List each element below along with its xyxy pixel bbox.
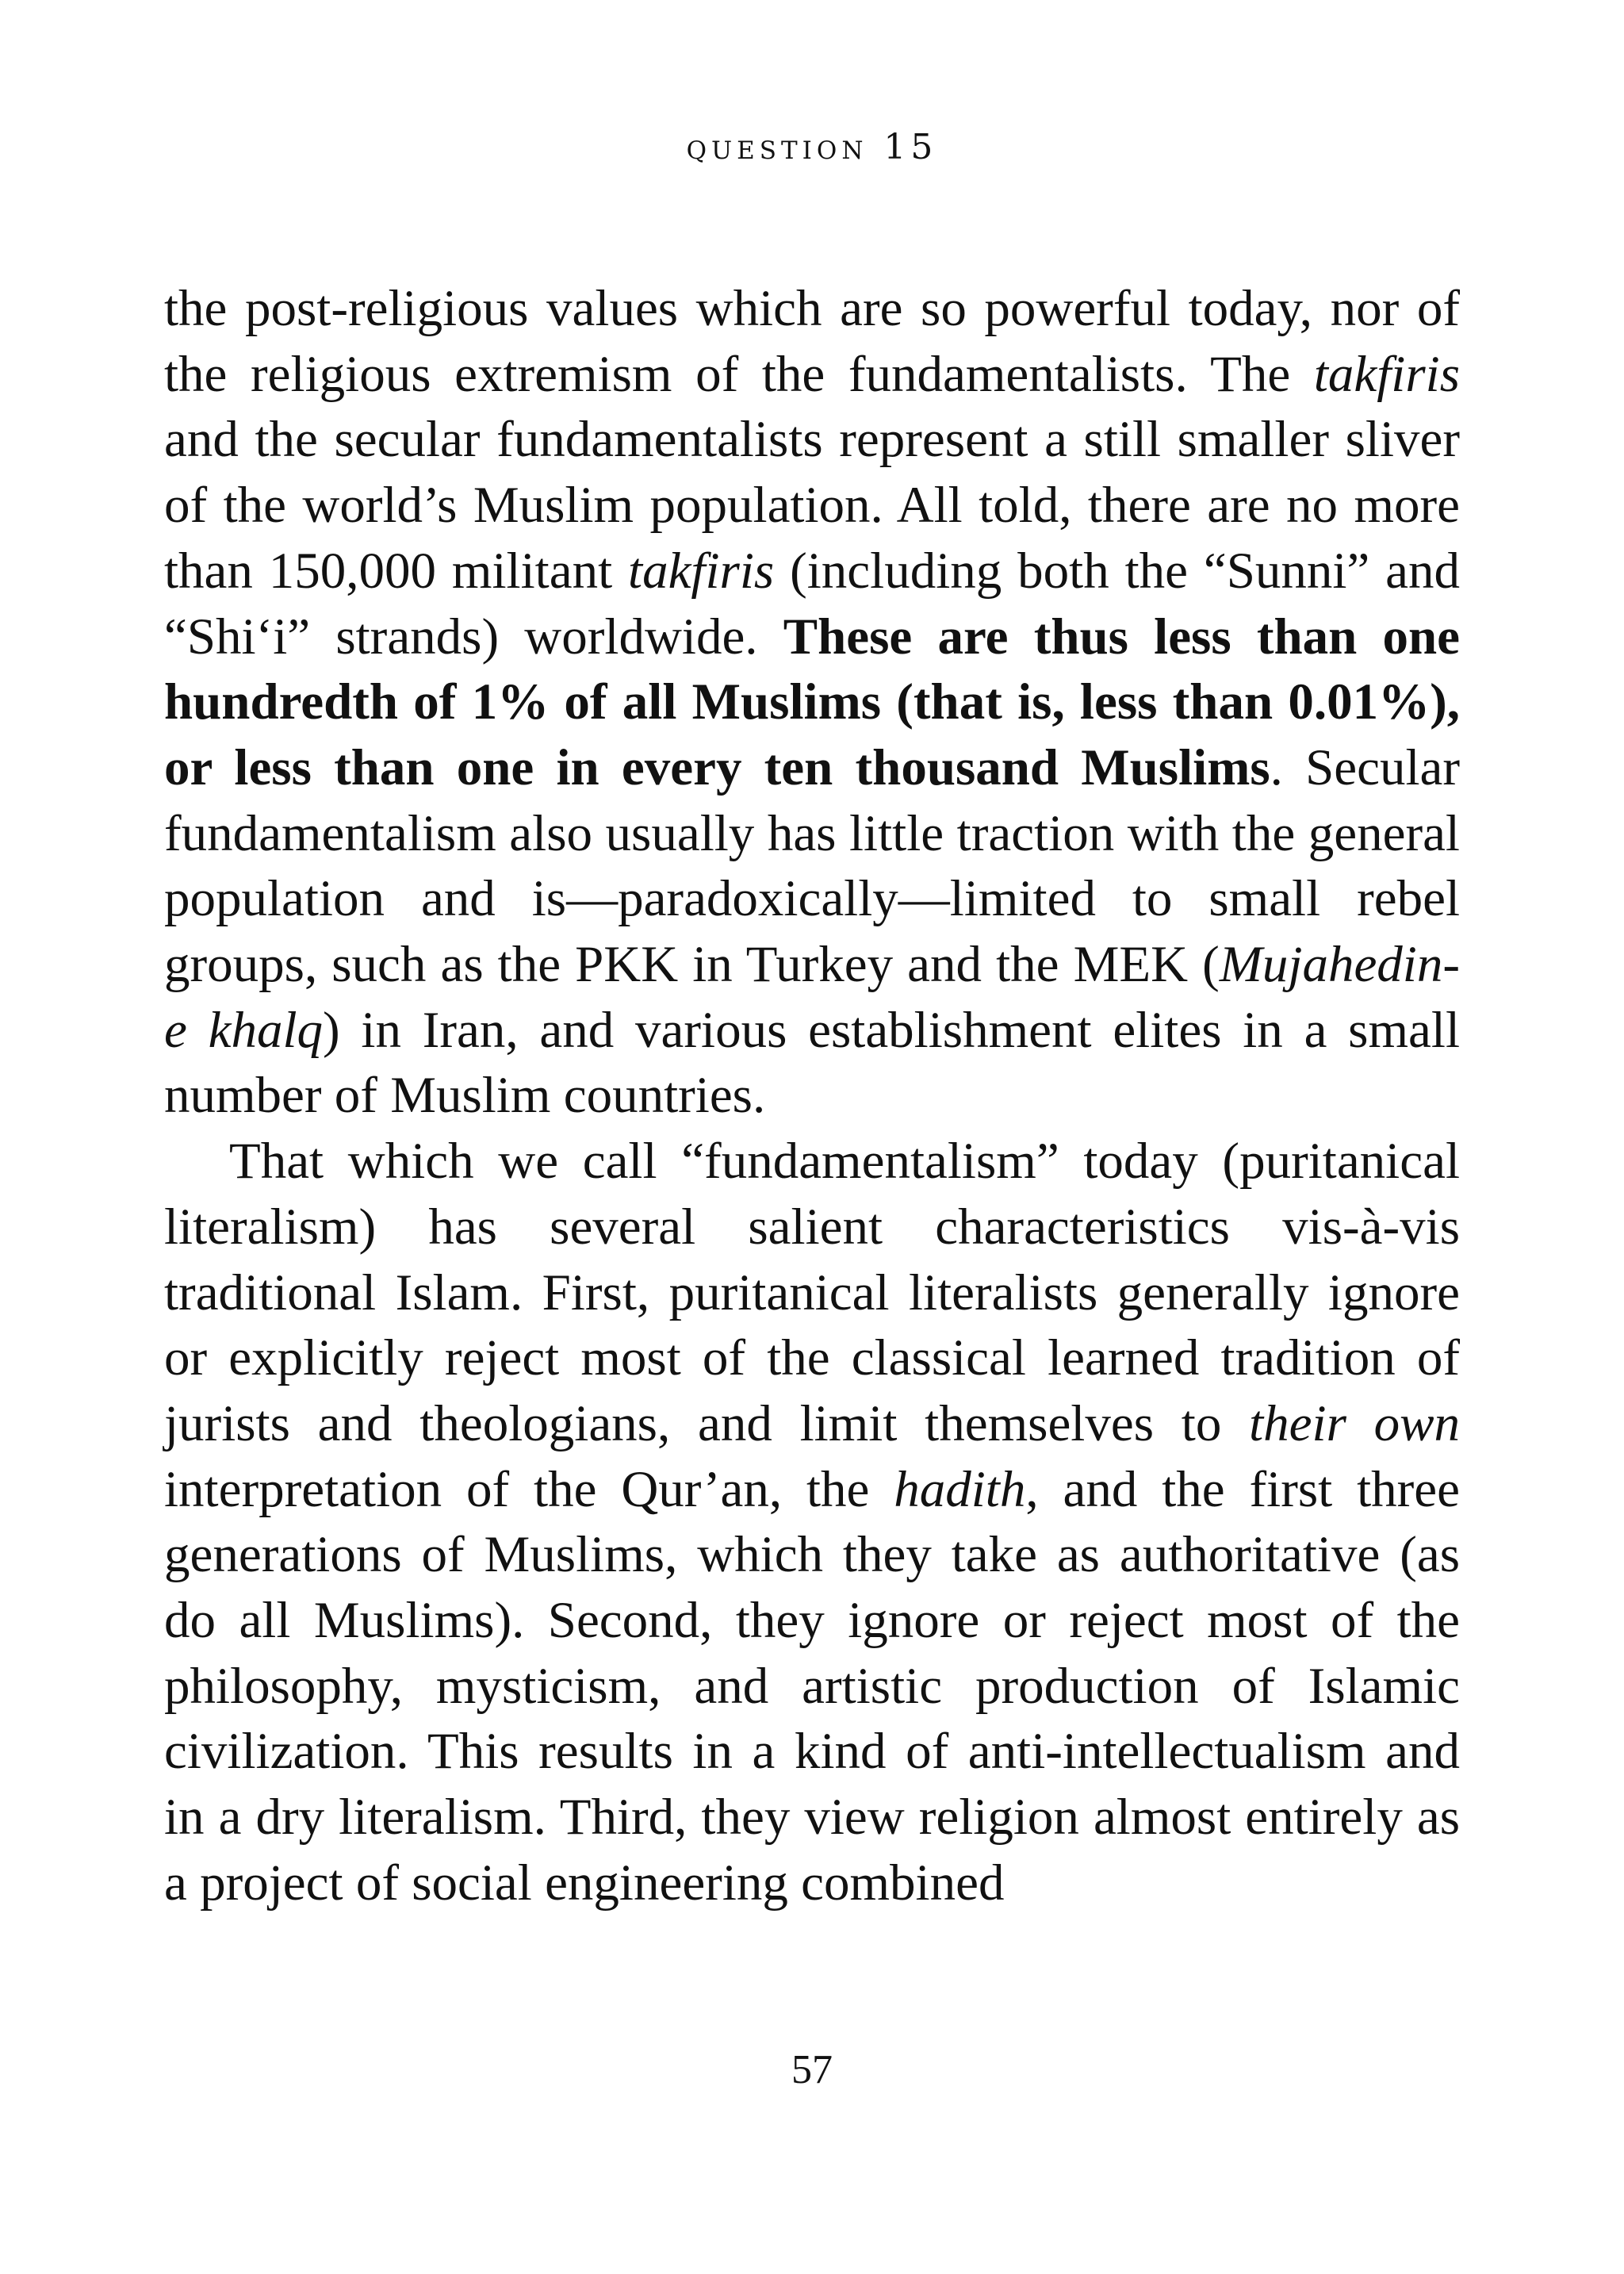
paragraph-2-text: interpretation of the Qur’an, the xyxy=(164,1460,894,1518)
paragraph-2 xyxy=(164,1129,1460,1915)
paragraph-1-text: the post-religious values which are so powerful today, nor of the religious extremism of the fundamentalists. The xyxy=(164,280,1460,403)
paragraph-1 xyxy=(164,276,1460,1129)
running-head: question 15 xyxy=(686,127,938,167)
paragraph-1-text: (including both the “Sunni” and “Shi‘i” strands) worldwide. xyxy=(164,542,1460,665)
page-number: 57 xyxy=(791,2047,833,2092)
paragraph-1-text: . Secular fundamentalism also usually has little traction with the general population and is—paradoxically—limited to small rebel groups, such as the PKK in Turkey and the MEK ( xyxy=(164,738,1461,994)
body-text xyxy=(164,276,1460,1916)
italic-term-hadith: hadith xyxy=(894,1460,1026,1518)
bold-emphasis: These are thus less than one hundredth of 1% of all Muslims (that is, less than 0.01%), or less than one in every ten thousand Muslims xyxy=(164,608,1460,796)
italic-term-takfiris: takfiris xyxy=(628,542,775,600)
paragraph-2-text: , and the first three generations of Muslims, which they take as authoritative (as do all Muslims). Second, they ignore or reject most of the philosophy, mysticism, and artistic production of Islamic civilization. This results in a kind of anti-intellectualism and in a dry literalism. Third, they view religion almost entirely as a project of social engineering combined xyxy=(164,1460,1460,1912)
paragraph-1-text: ) in Iran, and various establishment elites in a small number of Muslim countries. xyxy=(164,1001,1461,1125)
italic-term-mujahedin: Mujahedin-e khalq xyxy=(164,936,1460,1059)
paragraph-2-text: That which we call “fundamentalism” today (puritanical literalism) has several salient characteristics vis-à-vis traditional Islam. First, puritanical literalists generally ignore or explicitly reject most of the classical learned tradition of jurists and theologians, and limit themselves to xyxy=(164,1133,1460,1452)
italic-term-takfiris: takfiris xyxy=(1313,345,1460,403)
italic-their-own: their own xyxy=(1249,1394,1460,1452)
paragraph-1-text: and the secular fundamentalists represent a still smaller sliver of the world’s Muslim population. All told, there are no more than 150,000 militant xyxy=(164,411,1460,600)
